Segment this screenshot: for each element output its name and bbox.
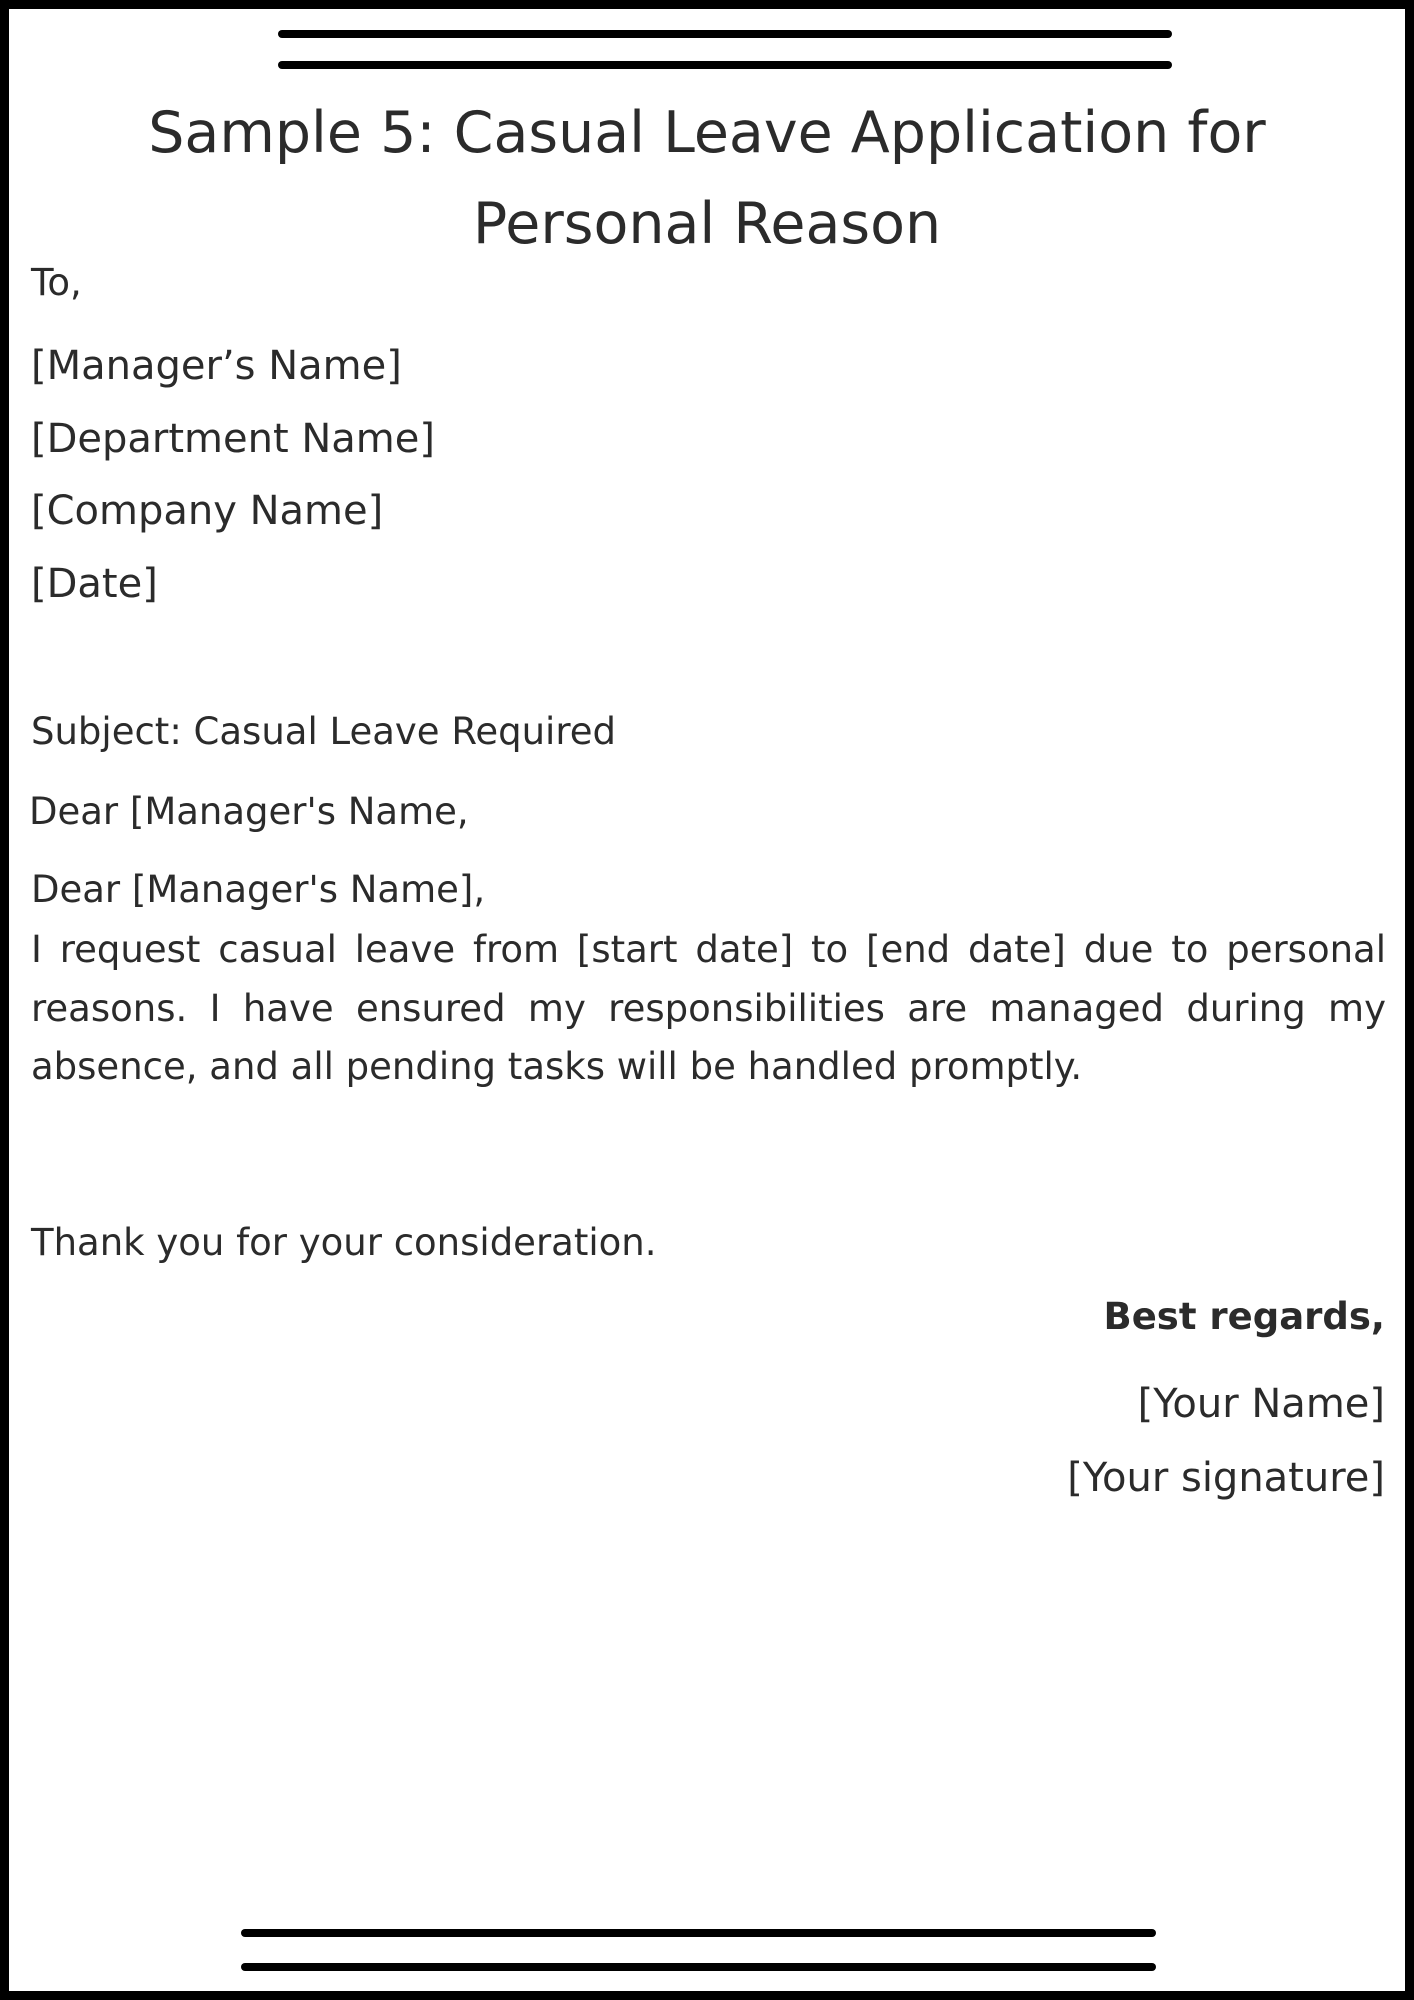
bottom-rule-1 [241, 1929, 1156, 1937]
bottom-rule-2 [241, 1963, 1156, 1971]
recipient-date: [Date] [31, 561, 158, 607]
recipient-company: [Company Name] [31, 488, 384, 534]
recipient-department: [Department Name] [31, 416, 435, 462]
your-signature: [Your signature] [1067, 1455, 1385, 1501]
salutation-1: Dear [Manager's Name, [29, 790, 469, 833]
closing: Best regards, [1103, 1295, 1385, 1338]
title-line-1: Sample 5: Casual Leave Application for [148, 100, 1266, 166]
recipient-manager: [Manager’s Name] [31, 343, 402, 389]
to-label: To, [31, 261, 82, 304]
subject-line: Subject: Casual Leave Required [31, 710, 616, 753]
top-rule-2 [278, 61, 1172, 69]
salutation-2: Dear [Manager's Name], [31, 868, 486, 911]
body-paragraph: I request casual leave from [start date] to [end date] due to personal reasons. I have ensured my responsibilities are managed during my absence, and all pending tasks will be handled promptly. [31, 928, 1386, 1089]
top-rule-1 [278, 30, 1172, 38]
your-name: [Your Name] [1137, 1381, 1385, 1427]
title-line-2: Personal Reason [472, 191, 942, 257]
thanks-line: Thank you for your consideration. [31, 1221, 657, 1264]
